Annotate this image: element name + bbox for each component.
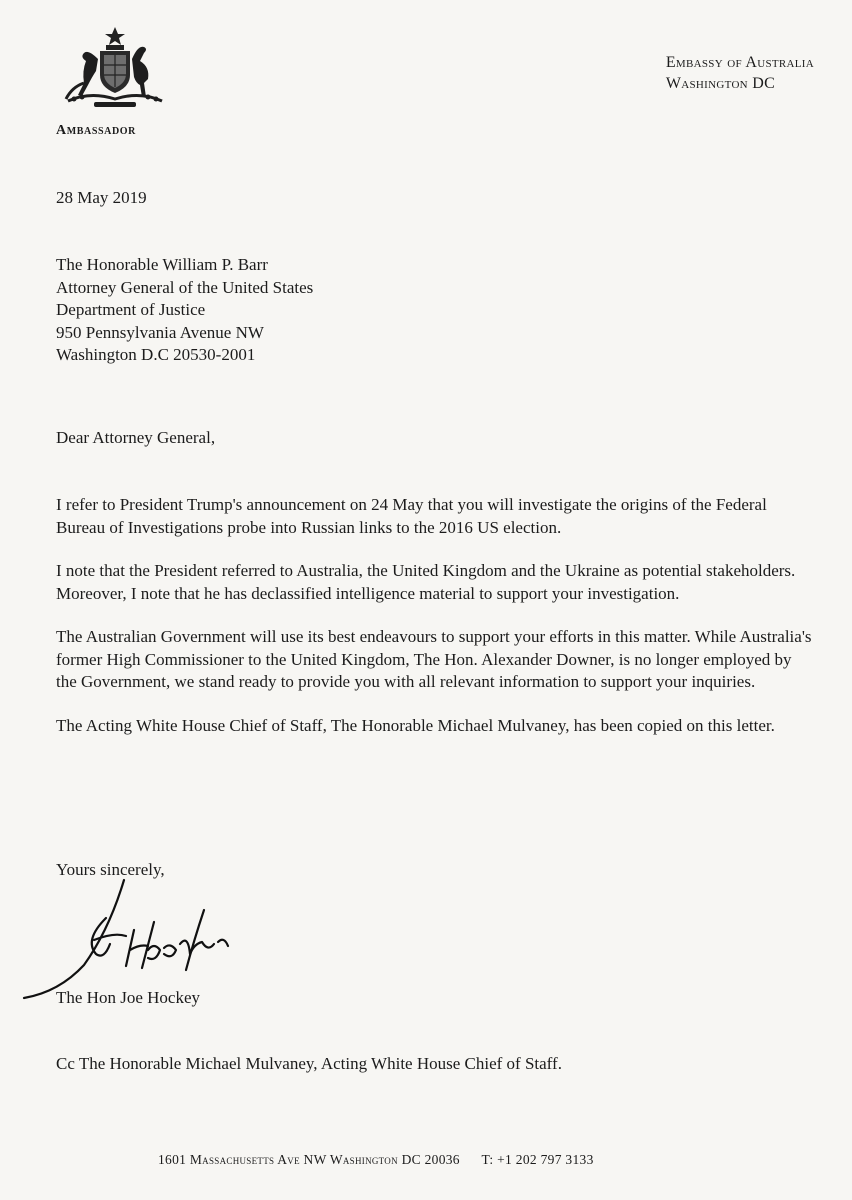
body-paragraph-2: I note that the President referred to Australia, the United Kingdom and the Ukraine as potential stakeholders. Moreover, I note that he has declassified intelligence material to support your investigation. [56,561,796,603]
body-paragraph-3: The Australian Government will use its best endeavours to support your efforts in this matter. While Australia's former High Commissioner to the United Kingdom, The Hon. Alexander Downer, is no longer employed by the Government, we stand ready to provide you with all relevant information to support your inquiries. [56,627,812,691]
footer-phone: T: +1 202 797 3133 [481,1152,594,1167]
letter-body [56,494,816,758]
salutation: Dear Attorney General, [56,428,216,447]
cc-line: Cc The Honorable Michael Mulvaney, Acting White House Chief of Staff. [56,1054,562,1073]
signature-icon [14,870,254,1000]
recipient-line-2: Attorney General of the United States [56,277,314,297]
signer-name: The Hon Joe Hockey [56,988,200,1007]
body-paragraph-4: The Acting White House Chief of Staff, The Honorable Michael Mulvaney, has been copied on this letter. [56,715,775,735]
embassy-name [666,52,814,94]
recipient-line-5: Washington D.C 20530-2001 [56,345,256,364]
embassy-line-2: Washington DC [665,75,776,92]
embassy-line-1: Embassy of Australia [665,54,814,71]
recipient-line-3: Department of Justice [56,300,206,319]
footer-address: 1601 Massachusetts Ave NW Washington DC 20036 [158,1152,460,1167]
coat-of-arms-icon [60,25,170,110]
recipient-line-1: The Honorable William P. Barr [56,255,268,274]
letter-date: 28 May 2019 [56,188,147,207]
recipient-line-4: 950 Pennsylvania Avenue NW [56,322,264,342]
body-paragraph-1: I refer to President Trump's announcement on 24 May that you will investigate the origins of the Federal Bureau of Investigations probe into Russian links to the 2016 US election. [56,495,767,537]
footer [158,1152,594,1168]
letterhead-title: Ambassador [56,123,137,138]
recipient-address [56,254,313,367]
closing: Yours sincerely, [56,860,165,879]
